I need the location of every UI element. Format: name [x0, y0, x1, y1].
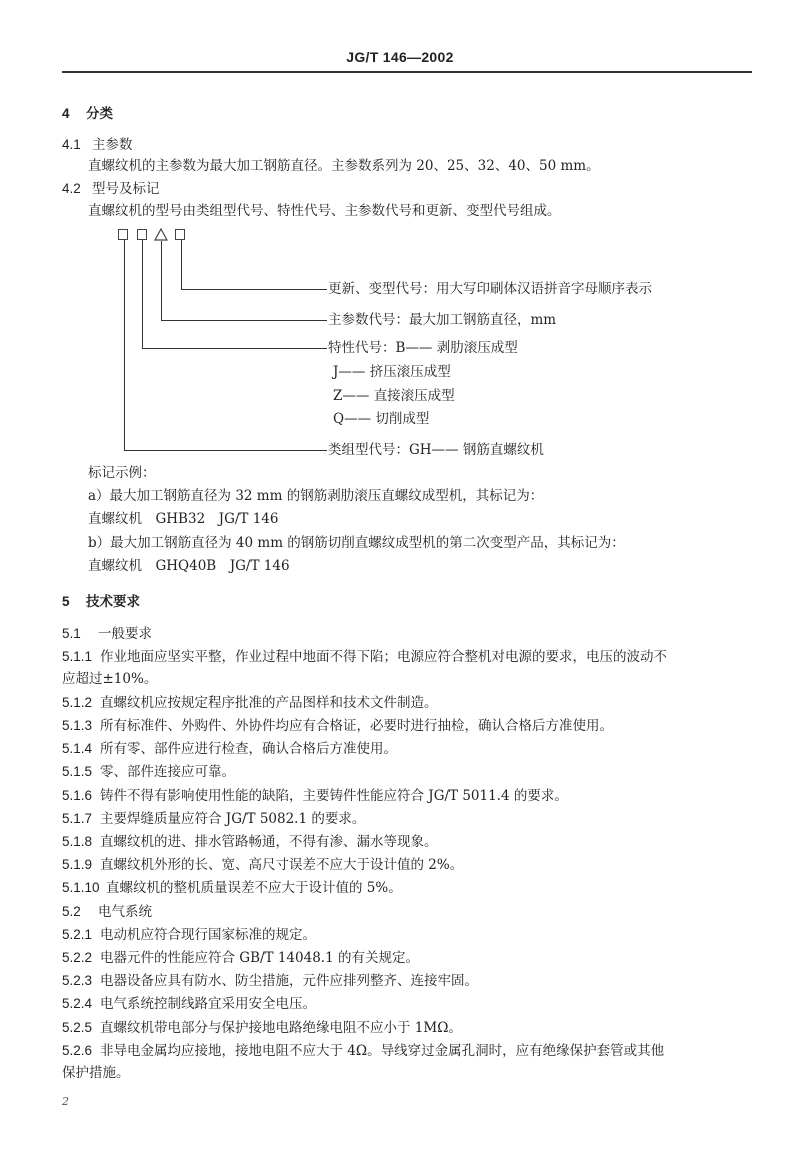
section-5-1-heading: 5.1 一般要求: [62, 626, 152, 642]
feature-connector-vertical: [142, 240, 143, 349]
clause-5-1-6: 5.1.6 铸件不得有影响使用性能的缺陷，主要铸件性能应符合 JG/T 5011.4 的要求。: [62, 788, 568, 804]
clause-5-2-1: 5.2.1 电动机应符合现行国家标准的规定。: [62, 927, 316, 943]
param-connector-horizontal: [161, 320, 327, 321]
feature-code-label: 特性代号：B—— 剥肋滚压成型: [328, 340, 518, 356]
clause-5-2-5: 5.2.5 直螺纹机带电部分与保护接地电路绝缘电阻不应小于 1MΩ。: [62, 1020, 462, 1036]
section-4-heading: 4 分类: [62, 106, 113, 122]
feature-connector-horizontal: [142, 348, 327, 349]
example-b-mark: 直螺纹机 GHQ40B JG/T 146: [88, 558, 290, 574]
clause-5-1-8: 5.1.8 直螺纹机的进、排水管路畅通，不得有渗、漏水等现象。: [62, 834, 438, 850]
clause-5-1-9: 5.1.9 直螺纹机外形的长、宽、高尺寸误差不应大于设计值的 2%。: [62, 857, 464, 873]
group-connector-horizontal: [124, 450, 327, 451]
example-b-desc: b）最大加工钢筋直径为 40 mm 的钢筋切削直螺纹成型机的第二次变型产品，其标记为：: [88, 535, 625, 551]
update-code-label: 更新、变型代号：用大写印刷体汉语拼音字母顺序表示: [328, 281, 652, 297]
section-4-2-heading: 4.2 型号及标记: [62, 181, 160, 197]
group-connector-vertical: [124, 240, 125, 451]
group-code-label: 类组型代号：GH—— 钢筋直螺纹机: [328, 442, 544, 458]
clause-5-1-7: 5.1.7 主要焊缝质量应符合 JG/T 5082.1 的要求。: [62, 811, 366, 827]
clause-5-1-1: 5.1.1 作业地面应坚实平整，作业过程中地面不得下陷；电源应符合整机对电源的要求，电压的波动不: [62, 649, 667, 665]
clause-5-2-4: 5.2.4 电气系统控制线路宜采用安全电压。: [62, 996, 316, 1012]
section-4-2-text: 直螺纹机的型号由类组型代号、特性代号、主参数代号和更新、变型代号组成。: [88, 203, 561, 219]
page-number: 2: [62, 1095, 69, 1108]
clause-5-1-4: 5.1.4 所有零、部件应进行检查，确认合格后方准使用。: [62, 741, 397, 757]
clause-5-2-2: 5.2.2 电器元件的性能应符合 GB/T 14048.1 的有关规定。: [62, 950, 419, 966]
clause-5-2-6-cont: 保护措施。: [62, 1065, 130, 1081]
clause-5-1-3: 5.1.3 所有标准件、外购件、外协件均应有合格证，必要时进行抽检，确认合格后方准使用。: [62, 718, 613, 734]
clause-5-1-5: 5.1.5 零、部件连接应可靠。: [62, 764, 235, 780]
header-rule: [62, 71, 752, 73]
standard-code: JG/T 146—2002: [346, 49, 454, 65]
clause-5-1-2: 5.1.2 直螺纹机应按规定程序批准的产品图样和技术文件制造。: [62, 695, 438, 711]
update-connector-horizontal: [181, 289, 327, 290]
section-5-title: 技术要求: [86, 594, 140, 610]
feature-code-z: Z—— 直接滚压成型: [333, 388, 455, 404]
feature-code-q: Q—— 切削成型: [333, 411, 430, 427]
clause-5-1-1-cont: 应超过±10%。: [62, 671, 158, 687]
param-connector-vertical: [161, 241, 162, 321]
main-param-triangle-icon: [154, 228, 168, 241]
section-4-title: 分类: [86, 106, 113, 122]
section-4-1-text: 直螺纹机的主参数为最大加工钢筋直径。主参数系列为 20、25、32、40、50 mm。: [88, 158, 600, 174]
feature-code-j: J—— 挤压滚压成型: [333, 364, 451, 380]
section-4-1-heading: 4.1 主参数: [62, 137, 133, 153]
update-code-box-icon: [175, 229, 185, 240]
update-connector-vertical: [181, 240, 182, 290]
example-title: 标记示例：: [88, 465, 156, 481]
example-a-desc: a）最大加工钢筋直径为 32 mm 的钢筋剥肋滚压直螺纹成型机，其标记为：: [88, 488, 544, 504]
main-param-code-label: 主参数代号：最大加工钢筋直径，mm: [328, 312, 557, 328]
feature-code-box-icon: [137, 229, 147, 240]
section-5-2-heading: 5.2 电气系统: [62, 904, 152, 920]
group-code-box-icon: [118, 229, 128, 240]
section-5-heading: 5 技术要求: [62, 594, 140, 610]
clause-5-1-10: 5.1.10 直螺纹机的整机质量误差不应大于设计值的 5%。: [62, 880, 402, 896]
example-a-mark: 直螺纹机 GHB32 JG/T 146: [88, 511, 279, 527]
clause-5-2-3: 5.2.3 电器设备应具有防水、防尘措施，元件应排列整齐、连接牢固。: [62, 973, 478, 989]
clause-5-2-6: 5.2.6 非导电金属均应接地，接地电阻不应大于 4Ω。导线穿过金属孔洞时，应有绝缘保护套管或其他: [62, 1043, 665, 1059]
